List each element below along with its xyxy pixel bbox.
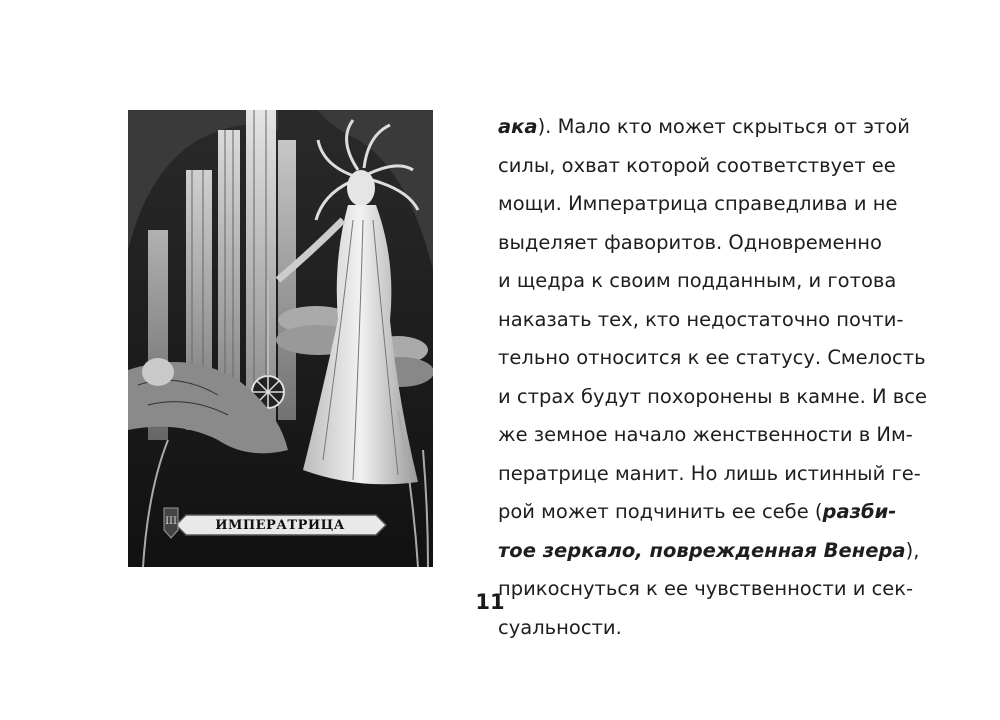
tarot-card-illustration [128,110,433,567]
text-line [498,262,898,301]
text-segment: рой может подчинить ее себе ( [498,500,823,523]
text-line [498,108,910,147]
empress-artwork [128,110,433,567]
text-segment: ператрице манит. Но лишь истинный ге- [498,461,921,485]
text-line [498,570,914,609]
text-line [498,416,913,455]
text-segment: ). Мало кто может скрыться от этой [537,115,910,138]
text-segment: мощи. Императрица справедлива и не [498,192,898,215]
text-line [498,147,898,186]
text-line [498,609,898,648]
text-line [498,532,920,571]
text-line [498,455,921,494]
text-segment: суальности. [498,615,622,639]
text-line [498,224,898,263]
body-text [498,108,927,647]
emphasis-text: ака [498,115,538,138]
text-segment: прикоснуться к ее чувственности и сек- [498,577,914,600]
card-numeral: III [165,515,177,527]
text-line [498,378,927,417]
text-segment: тельно относится к ее статусу. Смелость [498,346,926,369]
text-line [498,185,898,224]
text-segment: наказать тех, кто недостаточно почти- [498,307,904,331]
text-line [498,301,904,340]
text-segment: силы, охват которой соответствует ее [498,153,896,177]
text-segment: ), [905,538,920,562]
text-segment: и страх будут похоронены в камне. И все [498,384,927,408]
emphasis-text: разби- [822,500,897,523]
text-segment: же земное начало женственности в Им- [498,423,913,446]
card-title-banner: ИМПЕРАТРИЦА [215,517,345,533]
text-segment: выделяет фаворитов. Одновременно [498,230,882,254]
text-segment: и щедра к своим подданным, и готова [498,269,897,292]
emphasis-text: тое зеркало, поврежденная Венера [498,538,906,562]
page-number: 11 [475,590,505,614]
text-line [498,493,898,532]
text-line [498,339,926,378]
